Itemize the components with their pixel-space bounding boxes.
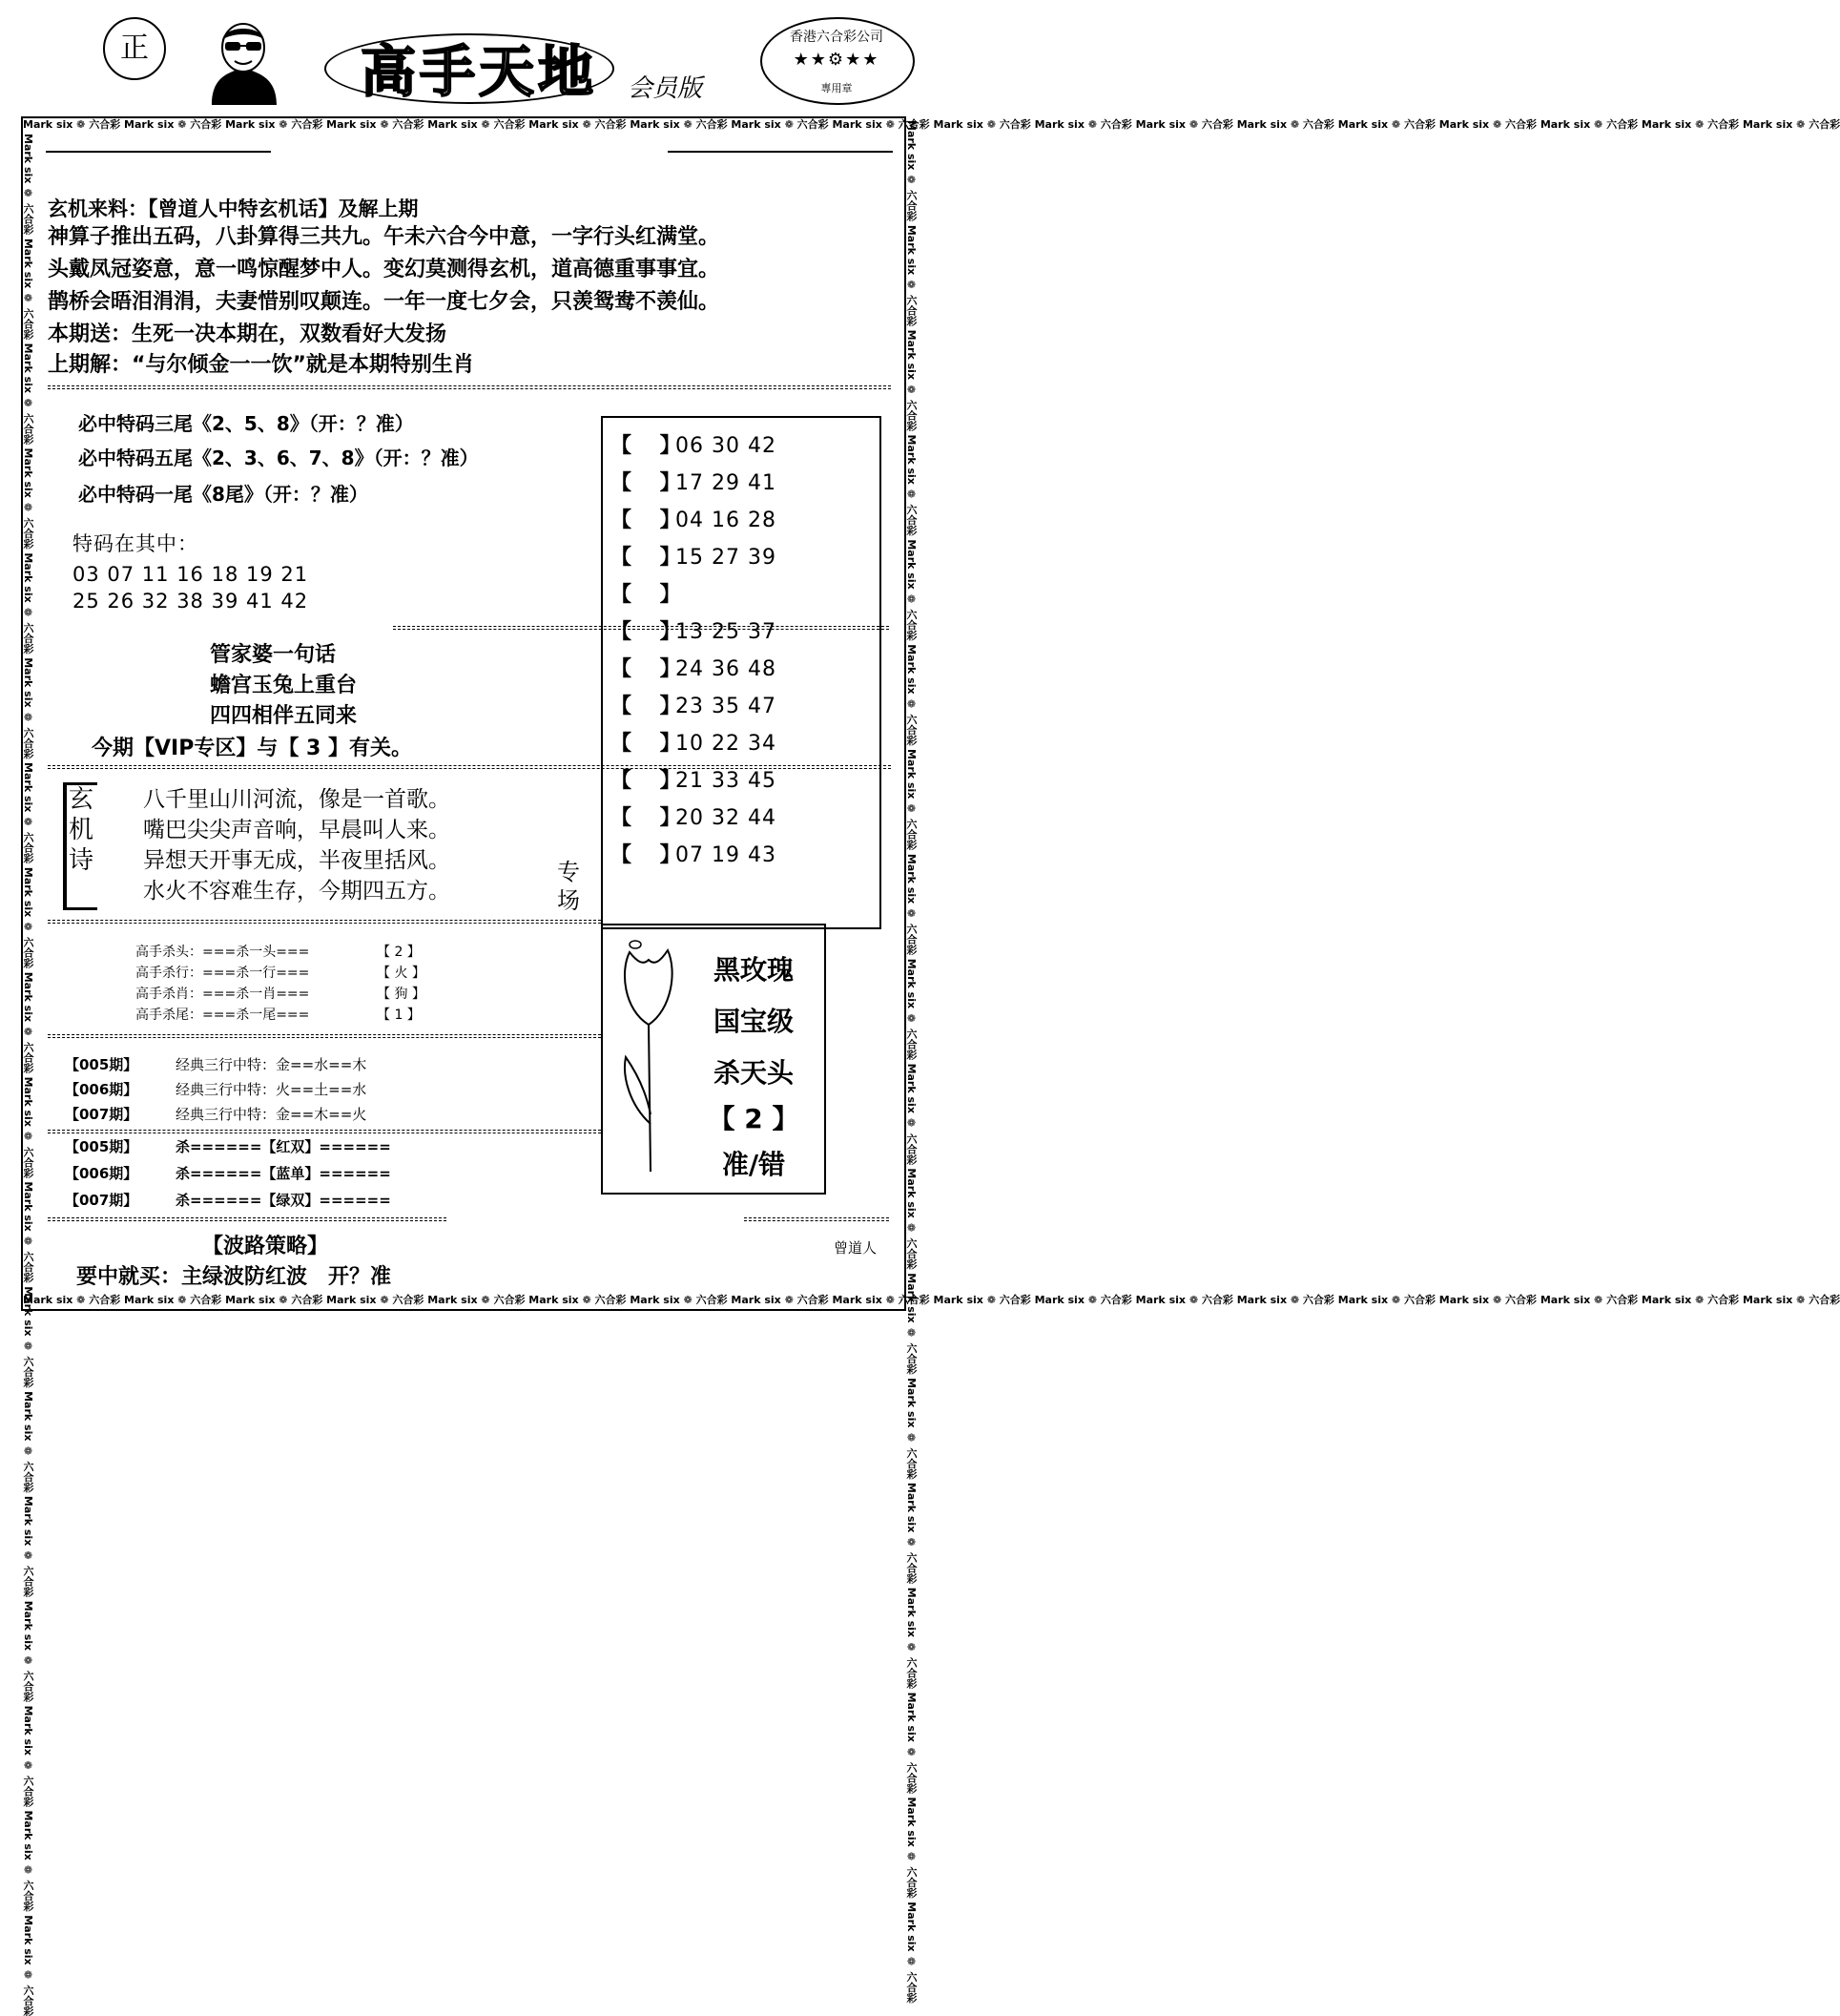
- list-item: 【 】23 35 47: [610, 695, 776, 718]
- special-row-2: 25 26 32 38 39 41 42: [72, 590, 309, 613]
- sanxing-period: 【006期】: [65, 1081, 138, 1098]
- sanxing-text: 经典三行中特：火==土==水: [176, 1081, 367, 1098]
- list-item: 【 】17 29 41: [610, 471, 776, 495]
- band-top: Mark six ❁ 六合彩 Mark six ❁ 六合彩 Mark six ❁ 六合彩 Mark six ❁ 六合彩 Mark six ❁ 六合彩 Mark six ❁ 六合彩 Mark six ❁ 六合彩 Mark six ❁ 六合彩 Mark six ❁ 六合彩 Mark six ❁ 六合彩 Mark six ❁ 六合彩 Mark six ❁ 六合彩 Mark six ❁ 六合彩 Mark six ❁ 六合彩 Mark six ❁ 六合彩 Mark six ❁ 六合彩 Mark six ❁ 六合彩 Mark six ❁ 六合彩: [23, 118, 1840, 131]
- rose-line-1: 黑玫瑰: [713, 954, 794, 986]
- shuang-text: 杀======【绿双】======: [176, 1192, 391, 1209]
- tail-line-1: 必中特码三尾《2、5、8》（开：？准）: [78, 412, 414, 435]
- list-item: 【 】10 22 34: [610, 732, 776, 756]
- kill-value: 【 1 】: [377, 1008, 421, 1023]
- zheng-seal: 正: [103, 17, 166, 80]
- guanjia-line-2: 蟾宫玉兔上重台: [210, 674, 358, 697]
- signature: 曾道人: [834, 1239, 878, 1257]
- kill-label: 高手杀行：===杀一行===: [135, 966, 310, 981]
- logo-title: 高手天地: [361, 39, 598, 104]
- sanxing-period: 【007期】: [65, 1106, 138, 1123]
- list-item: 【 】04 16 28: [610, 509, 776, 532]
- band-right: Mark six ❁ 六合彩 Mark six ❁ 六合彩 Mark six ❁ 六合彩 Mark six ❁ 六合彩 Mark six ❁ 六合彩 Mark six ❁ 六合彩 Mark six ❁ 六合彩 Mark six ❁ 六合彩 Mark six ❁ 六合彩 Mark six ❁ 六合彩 Mark six ❁ 六合彩 Mark six ❁ 六合彩 Mark six ❁ 六合彩 Mark six ❁ 六合彩 Mark six ❁ 六合彩 Mark six ❁ 六合彩 Mark six ❁ 六合彩 Mark six ❁ 六合彩: [905, 120, 918, 2004]
- poem-line-4: 水火不容难生存，今期四五方。: [143, 879, 450, 904]
- poem-line-2: 嘴巴尖尖声音响，早晨叫人来。: [143, 818, 450, 842]
- xuanji-line-4: 本期送：生死一决本期在，双数看好大发扬: [48, 322, 447, 346]
- poem-side-char: 玄: [68, 785, 93, 814]
- edition-label: 会员版: [628, 74, 703, 103]
- list-item: 【 】07 19 43: [610, 843, 776, 867]
- stamp-bottom-text: 專用章: [820, 82, 853, 94]
- top-rule-right: [668, 151, 893, 153]
- poem-side-char: 机: [68, 816, 93, 844]
- divider-5: [48, 1034, 601, 1038]
- special-row-1: 03 07 11 16 18 19 21: [72, 563, 309, 586]
- vip-line: 今期【VIP专区】与【 3 】有关。: [92, 737, 412, 760]
- chang-char: 场: [557, 887, 580, 914]
- list-item: 【 】21 33 45: [610, 769, 776, 793]
- top-rule-left: [46, 151, 271, 153]
- shuang-period: 【005期】: [65, 1138, 138, 1155]
- divider-8: [744, 1217, 889, 1221]
- sanxing-period: 【005期】: [65, 1056, 138, 1073]
- shuang-text: 杀======【蓝单】======: [176, 1165, 391, 1182]
- bolu-line: 要中就买：主绿波防红波 开？准: [76, 1265, 392, 1289]
- list-item: 【 】24 36 48: [610, 657, 776, 681]
- list-item: 【 】06 30 42: [610, 434, 776, 458]
- stamp-stars: ★★⚙★★: [793, 50, 880, 70]
- tail-line-3: 必中特码一尾《8尾》（开：？准）: [78, 483, 368, 506]
- divider-4: [48, 920, 601, 924]
- shuang-period: 【007期】: [65, 1192, 138, 1209]
- divider-6: [48, 1130, 601, 1133]
- band-left: Mark six ❁ 六合彩 Mark six ❁ 六合彩 Mark six ❁ 六合彩 Mark six ❁ 六合彩 Mark six ❁ 六合彩 Mark six ❁ 六合彩 Mark six ❁ 六合彩 Mark six ❁ 六合彩 Mark six ❁ 六合彩 Mark six ❁ 六合彩 Mark six ❁ 六合彩 Mark six ❁ 六合彩 Mark six ❁ 六合彩 Mark six ❁ 六合彩 Mark six ❁ 六合彩 Mark six ❁ 六合彩 Mark six ❁ 六合彩 Mark six ❁ 六合彩: [22, 134, 34, 2016]
- list-item: 【 】13 25 37: [610, 620, 776, 644]
- tulip-icon: [610, 933, 687, 1183]
- sanxing-text: 经典三行中特：金==水==木: [176, 1056, 367, 1073]
- xuanji-line-3: 鹊桥会晤泪涓涓，夫妻惜别叹颠连。一年一度七夕会，只羡鸳鸯不羡仙。: [48, 290, 720, 314]
- rose-line-5: 准/错: [721, 1149, 786, 1180]
- divider-1: [48, 385, 891, 389]
- poem-side-char: 诗: [68, 846, 93, 875]
- bolu-title: 【波路策略】: [202, 1235, 329, 1258]
- special-label: 特码在其中：: [72, 532, 198, 555]
- guanjia-line-1: 管家婆一句话: [210, 643, 337, 667]
- tail-line-2: 必中特码五尾《2、3、6、7、8》（开：？准）: [78, 447, 479, 469]
- kill-label: 高手杀尾：===杀一尾===: [135, 1008, 310, 1023]
- list-item: 【 】15 27 39: [610, 546, 776, 570]
- stamp-top-text: 香港六合彩公司: [790, 30, 883, 45]
- poem-line-3: 异想天开事无成，半夜里括风。: [143, 848, 450, 873]
- list-item: 【 】: [610, 583, 681, 607]
- xuanji-line-1: 神算子推出五码，八卦算得三共九。午未六合今中意，一字行头红满堂。: [48, 225, 720, 249]
- sanxing-text: 经典三行中特：金==木==火: [176, 1106, 367, 1123]
- shuang-period: 【006期】: [65, 1165, 138, 1182]
- rose-line-2: 国宝级: [713, 1006, 794, 1037]
- shuang-text: 杀======【红双】======: [176, 1138, 391, 1155]
- poem-side-bracket: [63, 782, 97, 910]
- kill-label: 高手杀头：===杀一头===: [135, 945, 310, 960]
- kill-value: 【 火 】: [377, 966, 425, 981]
- list-item: 【 】20 32 44: [610, 806, 776, 830]
- portrait-image: [202, 21, 284, 105]
- rose-line-4: 【 2 】: [708, 1103, 799, 1134]
- poem-line-1: 八千里山川河流，像是一首歌。: [143, 787, 450, 812]
- band-bottom: Mark six ❁ 六合彩 Mark six ❁ 六合彩 Mark six ❁ 六合彩 Mark six ❁ 六合彩 Mark six ❁ 六合彩 Mark six ❁ 六合彩 Mark six ❁ 六合彩 Mark six ❁ 六合彩 Mark six ❁ 六合彩 Mark six ❁ 六合彩 Mark six ❁ 六合彩 Mark six ❁ 六合彩 Mark six ❁ 六合彩 Mark six ❁ 六合彩 Mark six ❁ 六合彩 Mark six ❁ 六合彩 Mark six ❁ 六合彩 Mark six ❁ 六合彩: [23, 1294, 1840, 1306]
- kill-value: 【 狗 】: [377, 987, 425, 1002]
- kill-label: 高手杀肖：===杀一肖===: [135, 987, 310, 1002]
- divider-7: [48, 1217, 446, 1221]
- rose-line-3: 杀天头: [713, 1057, 794, 1089]
- xuanji-heading: 玄机来料：【曾道人中特玄机话】及解上期: [48, 197, 419, 220]
- guanjia-line-3: 四四相伴五同来: [210, 704, 358, 728]
- xuanji-line-5: 上期解：“与尔倾金一一饮”就是本期特别生肖: [48, 353, 474, 377]
- zhuan-char: 专: [557, 859, 580, 885]
- kill-value: 【 2 】: [377, 945, 421, 960]
- xuanji-line-2: 头戴凤冠姿意，意一鸣惊醒梦中人。变幻莫测得玄机，道高德重事事宜。: [48, 258, 720, 281]
